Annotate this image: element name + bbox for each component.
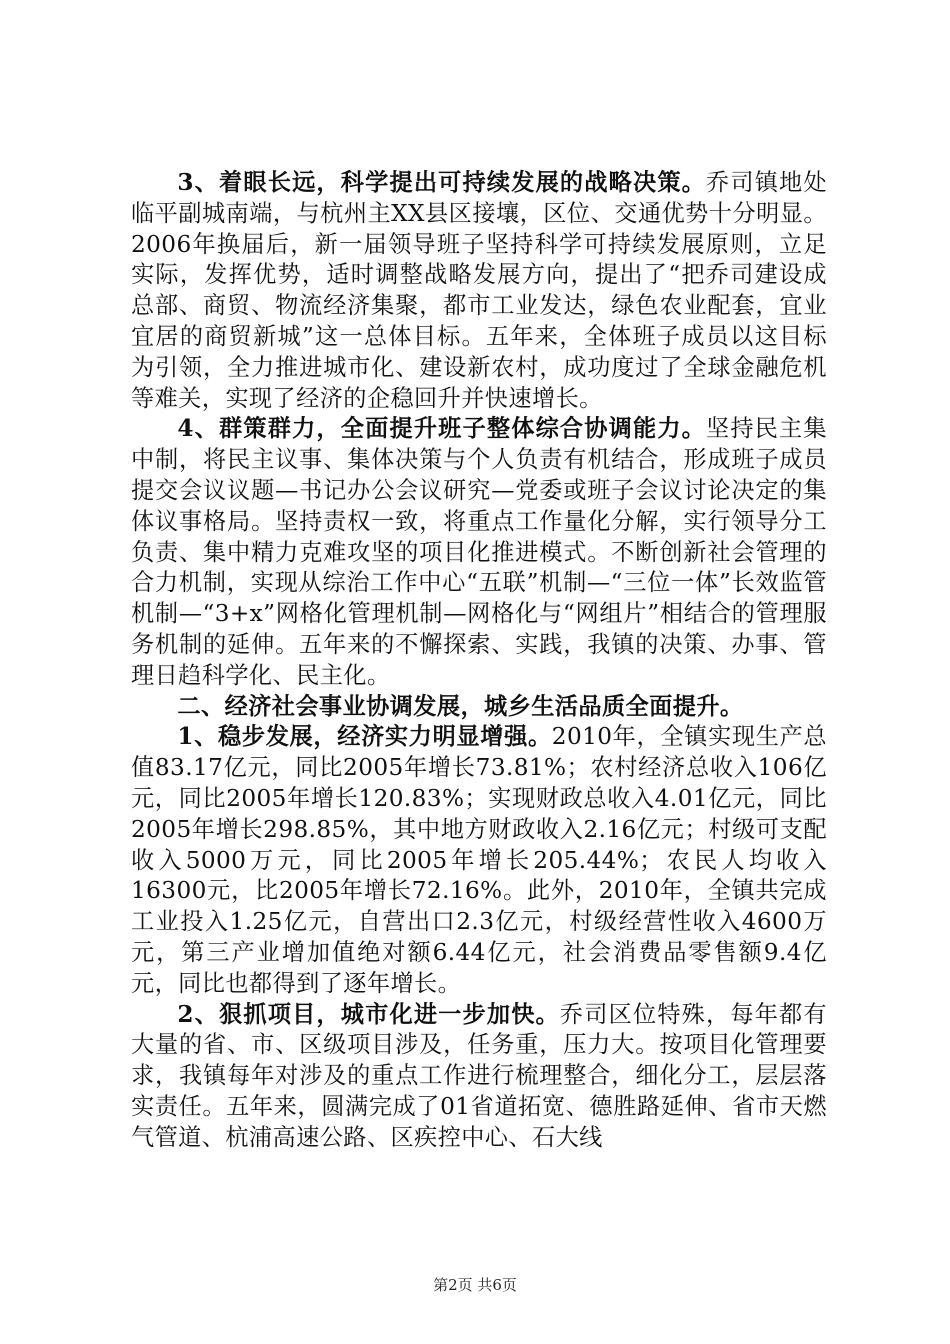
paragraph-strategy xyxy=(131,168,827,414)
section-heading-text: 二、经济社会事业协调发展，城乡生活品质全面提升。 xyxy=(177,692,744,720)
paragraph-urbanization xyxy=(131,1000,827,1154)
paragraph-heading: 1、稳步发展，经济实力明显增强。 xyxy=(177,723,552,751)
paragraph-text: 2010年，全镇实现生产总值83.17亿元，同比2005年增长73.81%；农村经济总收入106亿元，同比2005年增长120.83%；实现财政总收入4.01亿元，同比2005年增长298.85%，其中地方财政收入2.16亿元；村级可支配收入5000万元，同比2005年增长205.44%；农民人均收入16300元，比2005年增长72.16%。此外，2010年，全镇共完成工业投入1.25亿元，自营出口2.3亿元，村级经营性收入4600万元，第三产业增加值绝对额6.44亿元，社会消费品零售额9.4亿元，同比也都得到了逐年增长。 xyxy=(131,723,827,997)
paragraph-heading: 3、着眼长远，科学提出可持续发展的战略决策。 xyxy=(177,169,707,196)
paragraph-heading: 4、群策群力，全面提升班子整体综合协调能力。 xyxy=(177,415,707,443)
paragraph-text: 乔司镇地处临平副城南端，与杭州主XX县区接壤，区位、交通优势十分明显。2006年换届后，新一届领导班子坚持科学可持续发展原则，立足实际，发挥优势，适时调整战略发展方向，提出了“把乔司建设成总部、商贸、物流经济集聚，都市工业发达，绿色农业配套，宜业宜居的商贸新城”这一总体目标。五年来，全体班子成员以这目标为引领，全力推进城市化、建设新农村，成功度过了全球金融危机等难关，实现了经济的企稳回升并快速增长。 xyxy=(131,169,827,412)
paragraph-text: 坚持民主集中制，将民主议事、集体决策与个人负责有机结合，形成班子成员提交会议议题—书记办公会议研究—党委或班子会议讨论决定的集体议事格局。坚持责权一致，将重点工作量化分解，实行领导分工负责、集中精力克难攻坚的项目化推进模式。不断创新社会管理的合力机制，实现从综治工作中心“五联”机制—“三位一体”长效监管机制—“3+x”网格化管理机制—网格化与“网组片”相结合的管理服务机制的延伸。五年来的不懈探索、实践，我镇的决策、办事、管理日趋科学化、民主化。 xyxy=(131,415,827,689)
document-body xyxy=(131,168,827,1154)
paragraph-economic-strength xyxy=(131,722,827,999)
page-number-footer: 第2页 共6页 xyxy=(433,1276,517,1294)
paragraph-text: 乔司区位特殊，每年都有大量的省、市、区级项目涉及，任务重，压力大。按项目化管理要求，我镇每年对涉及的重点工作进行梳理整合，细化分工，层层落实责任。五年来，圆满完成了01省道拓宽、德胜路延伸、省市天燃气管道、杭浦高速公路、区疾控中心、石大线 xyxy=(131,1000,827,1151)
paragraph-coordination xyxy=(131,414,827,691)
paragraph-heading: 2、狠抓项目，城市化进一步加快。 xyxy=(177,1000,560,1028)
section-heading-economy xyxy=(131,692,827,723)
